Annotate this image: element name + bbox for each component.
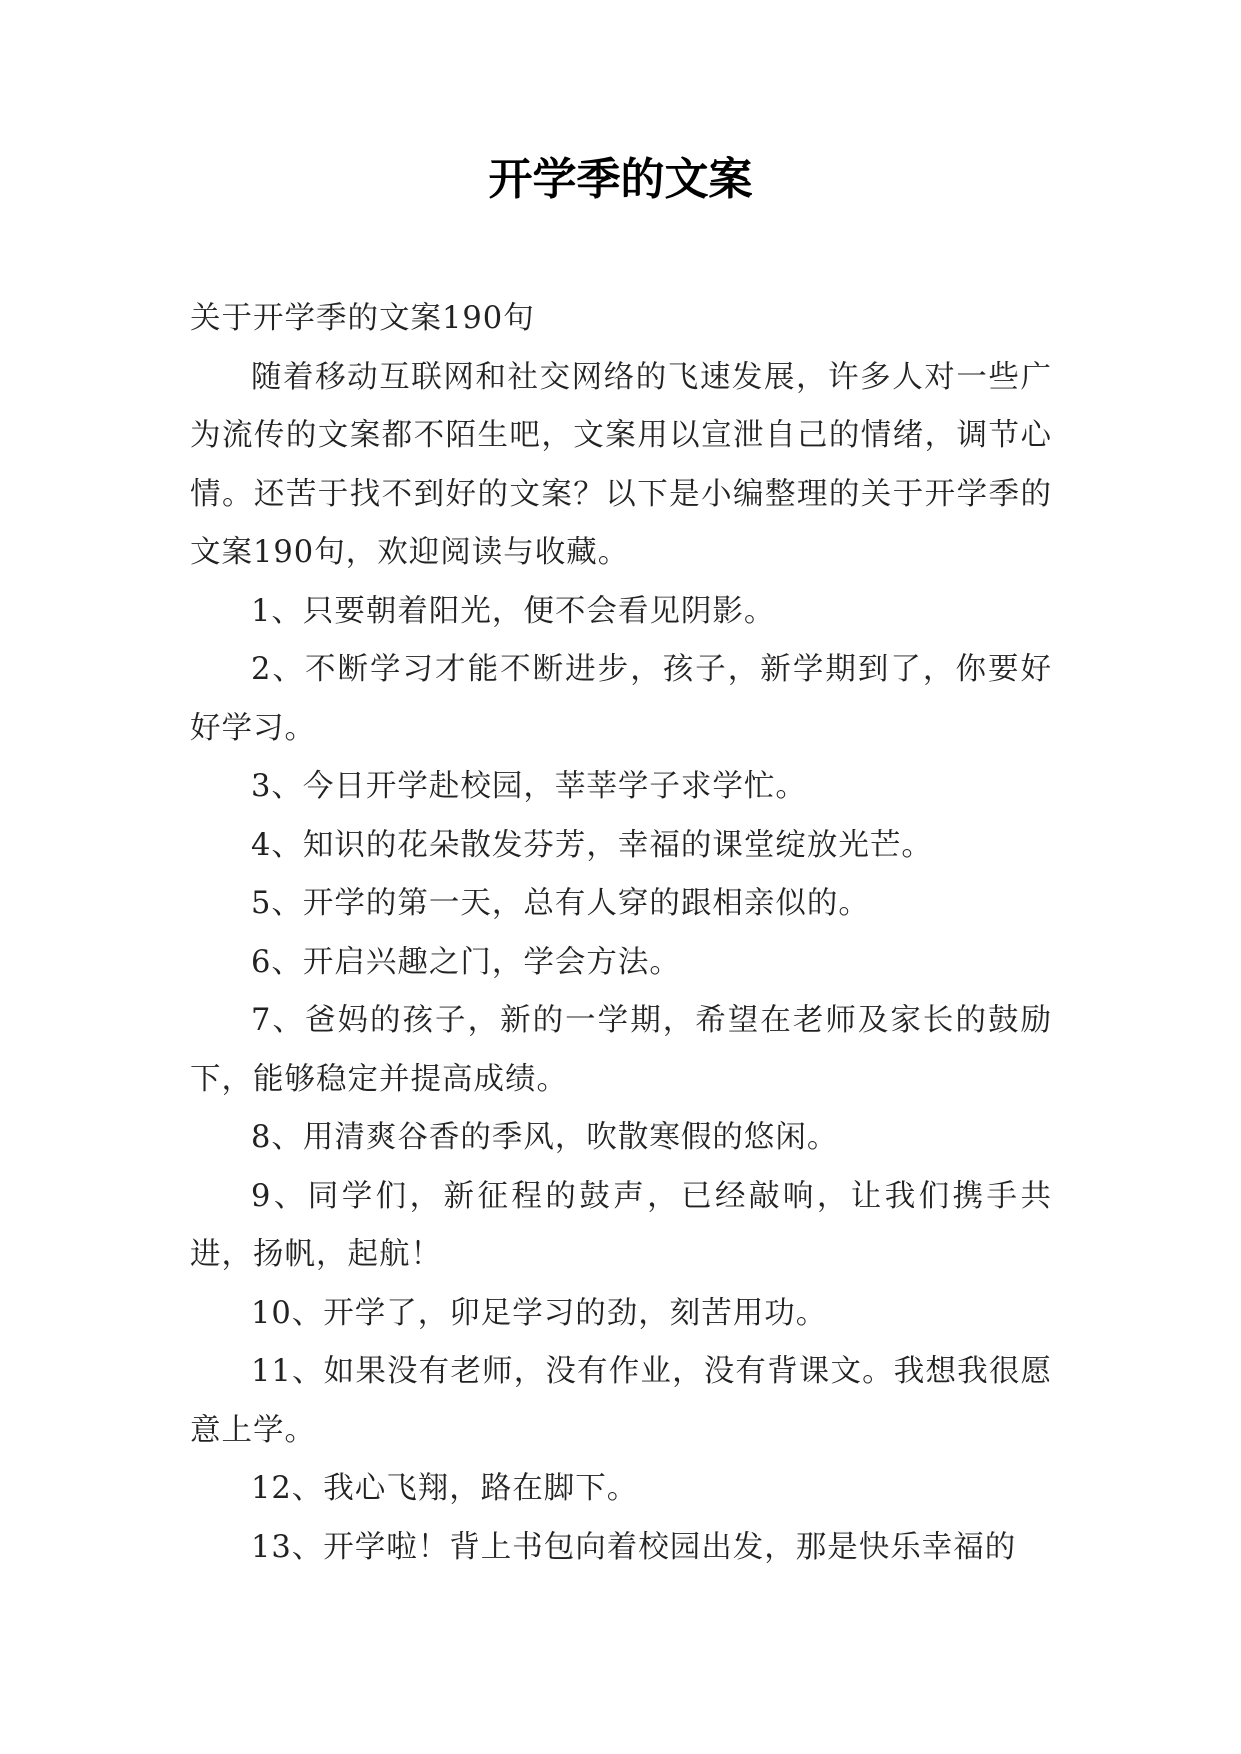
- list-item: 13、开学啦！背上书包向着校园出发，那是快乐幸福的: [251, 1529, 1017, 1565]
- document-subtitle: 关于开学季的文案190句: [190, 301, 535, 336]
- list-item: 8、用清爽谷香的季风，吹散寒假的悠闲。: [251, 1120, 839, 1155]
- list-item: 5、开学的第一天，总有人穿的跟相亲似的。: [251, 886, 870, 921]
- document-body: [190, 290, 1052, 1577]
- list-item: 10、开学了，卯足学习的劲，刻苦用功。: [251, 1295, 828, 1331]
- list-item: 9、同学们，新征程的鼓声，已经敲响，让我们携手共进，扬帆，起航！: [190, 1178, 1052, 1272]
- list-item: 1、只要朝着阳光，便不会看见阴影。: [251, 593, 776, 629]
- document-title: 开学季的文案: [488, 154, 753, 205]
- list-item: 12、我心飞翔，路在脚下。: [251, 1471, 639, 1506]
- list-item: 3、今日开学赴校园，莘莘学子求学忙。: [251, 769, 807, 804]
- intro-paragraph: 随着移动互联网和社交网络的飞速发展，许多人对一些广为流传的文案都不陌生吧，文案用以宣泄自己的情绪，调节心情。还苦于找不到好的文案？以下是小编整理的关于开学季的文案190句，欢迎阅读与收藏。: [190, 359, 1052, 570]
- list-item: 4、知识的花朵散发芬芳，幸福的课堂绽放光芒。: [251, 827, 933, 863]
- list-item: 6、开启兴趣之门，学会方法。: [251, 944, 681, 980]
- list-item: 2、不断学习才能不断进步，孩子，新学期到了，你要好好学习。: [190, 652, 1052, 746]
- list-item: 11、如果没有老师，没有作业，没有背课文。我想我很愿意上学。: [190, 1354, 1052, 1448]
- list-item: 7、爸妈的孩子，新的一学期，希望在老师及家长的鼓励下，能够稳定并提高成绩。: [190, 1003, 1052, 1097]
